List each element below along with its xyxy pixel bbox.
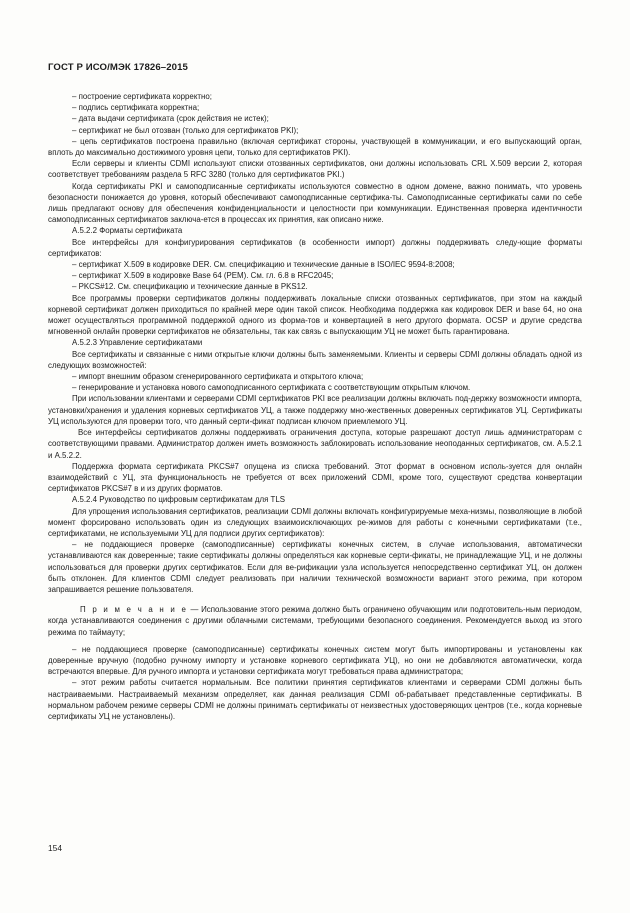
- paragraph: A.5.2.4 Руководство по цифровым сертификатам для TLS: [72, 495, 286, 505]
- paragraph: – импорт внешним образом сгенерированного сертификата и открытого ключа;: [72, 372, 364, 382]
- paragraph: A.5.2.3 Управление сертификатами: [72, 338, 203, 348]
- page-header: ГОСТ Р ИСО/МЭК 17826–2015: [48, 62, 188, 73]
- paragraph: – PKCS#12. См. спецификацию и технические данные в PKS12.: [72, 282, 308, 292]
- paragraph: – не поддающиеся проверке (самоподписанные) сертификаты конечных систем, в случае использования, автоматически устанавливаются как доверенные; такие сертификаты должны определяться как корневые серти-фикаты, не принадлежащие УЦ, и не должны использоваться для проверки других сертификатов. Если для ве-рификации узла используется непосредственно сертификат УЦ, он должен быть отклонен. Для клиентов CDMI следует реализовать при наличии технической возможности вариант этого режима, при котором запрашивается решение пользователя.: [48, 540, 582, 594]
- paragraph: – не поддающиеся проверке (самоподписанные) сертификаты конечных систем могут быть импортированы и установлены как доверенные вручную (подобно ручному импорту и установке корневого сертификата УЦ), но они не добавляются автоматически, когда встречаются впервые. Для ручного импорта и установки сертификата могут требоваться права администратора;: [48, 644, 582, 677]
- note-paragraph: [48, 604, 582, 638]
- paragraph: A.5.2.2 Форматы сертификата: [72, 226, 183, 236]
- note-text: — Использование этого режима должно быть ограничено обучающим или подготовитель-ным периодом, когда устанавливаются соединения с другими облачными системами, требующими безопасного соединения. Рекомендуется выход из этого режима по таймауту;: [48, 605, 582, 637]
- paragraph: Все интерфейсы сертификатов должны поддерживать ограничения доступа, которые разрешают доступ лишь администраторам с соответствующими правами. Администратор должен иметь возможность заблокировать использование неоподанных сертификатов, см. A.5.2.1 и A.5.2.2.: [48, 428, 582, 460]
- paragraph: – сертификат X.509 в кодировке Base 64 (PEM). См. гл. 6.8 в RFC2045;: [72, 271, 334, 281]
- paragraph: Когда сертификаты PKI и самоподписанные сертификаты используются совместно в одном домене, важно понимать, что уровень безопасности понижается до уровня, который обеспечивают самоподписанные сертифика-ты. Самоподписанные сертификаты сами по себе лишь предлагают основу для обеспечения конфиденциальности и целостности при коммуникации. Единственная проверка идентичности самоподписанных сертификатов заключа-ется в процессах их принятия, как описано ниже.: [48, 181, 582, 225]
- paragraph: – дата выдачи сертификата (срок действия не истек);: [72, 114, 269, 124]
- paragraph: – сертификат не был отозван (только для сертификатов PKI);: [72, 125, 299, 135]
- paragraph: Если серверы и клиенты CDMI используют списки отозванных сертификатов, они должны использовать CRL X.509 версии 2, которая соответствует требованиям раздела 5 RFC 3280 (только для сертификатов PKI.): [48, 159, 582, 180]
- paragraph: – сертификат X.509 в кодировке DER. См. спецификацию и технические данные в ISO/IEC 9594-8:2008;: [72, 260, 455, 270]
- paragraph: При использовании клиентами и серверами CDMI сертификатов PKI все реализации должны включать под-держку возможности импорта, установки/хранения и удаления корневых сертификатов УЦ, а также поддержку мно-жественных доверенных сертификатов УЦ. Сертификаты УЦ используются для проверки того, что данный серти-фикат подписан ключом приемлемого УЦ.: [48, 394, 582, 426]
- paragraph: Все сертификаты и связанные с ними открытые ключи должны быть заменяемыми. Клиенты и серверы CDMI должны обладать одной из следующих возможностей:: [48, 349, 582, 370]
- paragraph: – подпись сертификата корректна;: [72, 103, 200, 113]
- paragraph: Все интерфейсы для конфигурирования сертификатов (в особенности импорт) должны поддерживать следу-ющие форматы сертификатов:: [48, 237, 582, 258]
- paragraph: – построение сертификата корректно;: [72, 92, 212, 101]
- page-number: 154: [48, 843, 62, 853]
- paragraph: Поддержка формата сертификата PKCS#7 опущена из списка требований. Этот формат в основном исполь-зуется для онлайн взаимодействий с УЦ, эта функциональность не требуется от всех приложений CDMI, кроме того, существуют средства конвертации сертификатов PKCS#7 в и из других форматов.: [48, 461, 582, 494]
- paragraph: – этот режим работы считается нормальным. Все политики принятия сертификатов клиентами и серверами CDMI должны быть настраиваемыми. Настраиваемый механизм определяет, как данная реализация CDMI об-рабатывает представленные сертификаты. В нормальном рабочем режиме серверы CDMI не должны принимать сертификаты от неизвестных удостоверяющих центров (т.е., когда корневые сертификаты УЦ не установлены).: [48, 678, 582, 721]
- paragraph: Для упрощения использования сертификатов, реализации CDMI должны включать конфигурируемые меха-низмы, позволяющие в любой момент форсировано использовать один из следующих взаимоисключающих ре-жимов для работы с конечными сертификатами (т.е., сертификатами, не используемыми УЦ для подписи других сертификатов):: [48, 506, 582, 538]
- paragraph: – генерирование и установка нового самоподписанного сертификата с соответствующим открытым ключом.: [72, 383, 471, 393]
- paragraph: Все программы проверки сертификатов должны поддерживать локальные списки отозванных сертификатов, при этом на каждый корневой сертификат должен приходиться по крайней мере один такой список. Необходима поддержка как кодировок DER и base 64, но она может осуществляться программной поддержкой одного из форма-тов и конвертацией в него другого формата. OCSP и другие средства мгновенной онлайн проверки сертификатов не обязательны, так как связь с выпускающим УЦ не может быть гарантирована.: [48, 293, 582, 337]
- document-body: [48, 91, 582, 722]
- paragraph: – цепь сертификатов построена правильно (включая сертификат стороны, участвующей в коммуникации, и его выпускающий орган, вплоть до максимально достижимого уровня цепи, только для сертификатов PKI).: [48, 136, 582, 158]
- note-label: П р и м е ч а н и е: [80, 605, 188, 615]
